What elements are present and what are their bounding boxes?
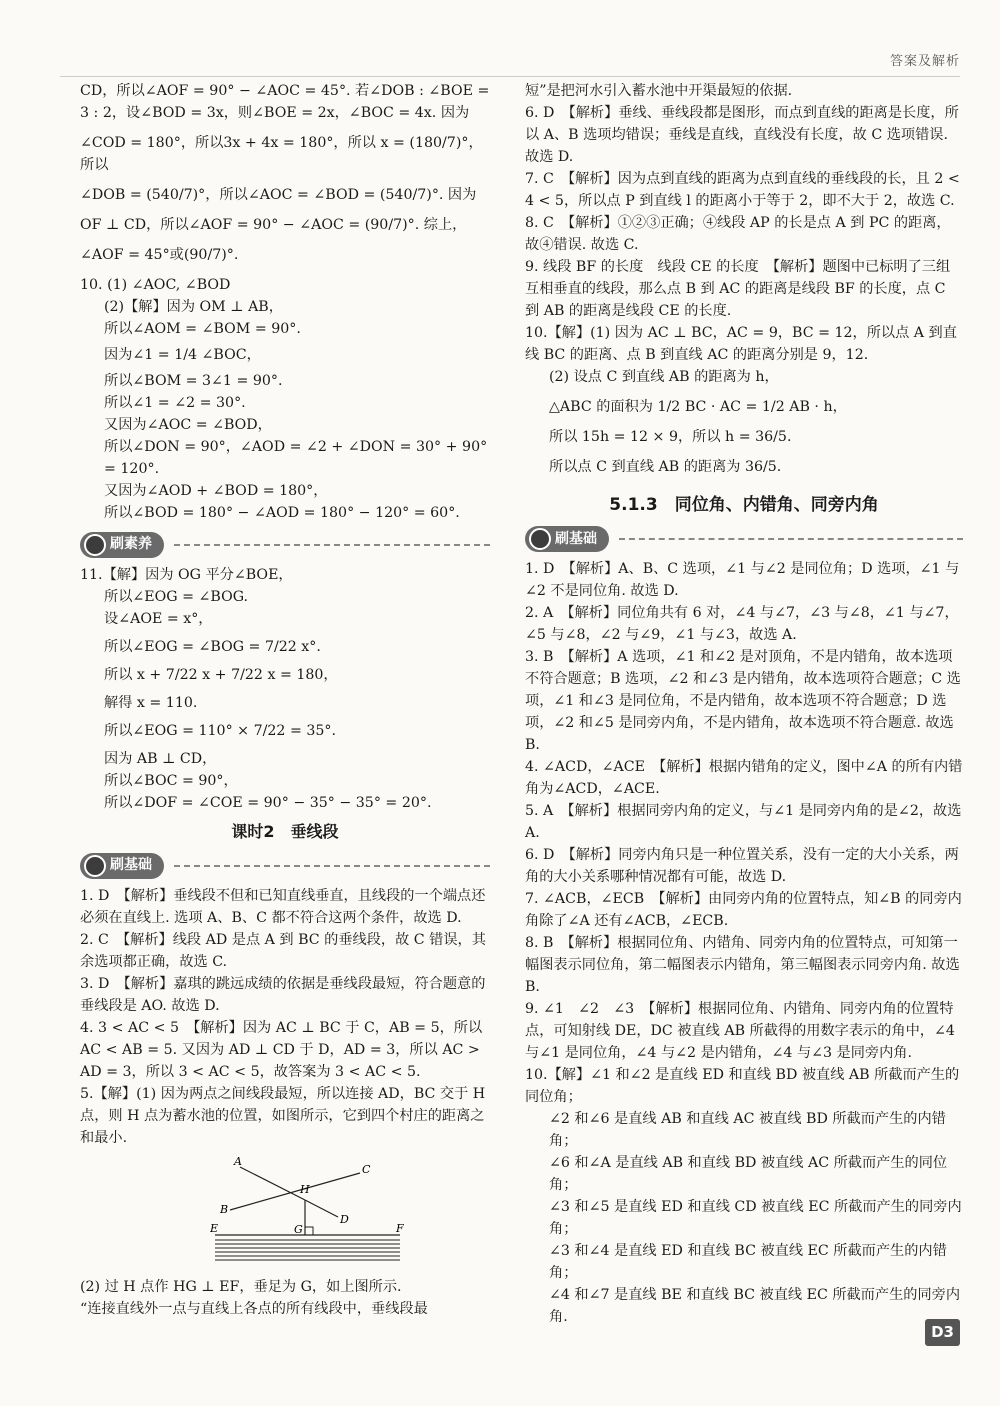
text-line: 又因为∠AOD + ∠BOD = 180°， <box>104 483 328 499</box>
text-line: 所以∠BOM = 3∠1 = 90°. <box>104 373 283 389</box>
section-label: 刷基础 <box>555 530 597 547</box>
text-line: 所以 x + 7/22 x + 7/22 x = 180， <box>104 667 338 683</box>
text-line: ∠DOB = (540/7)°，所以∠AOC = ∠BOD = (540/7)°. 因为 <box>80 187 477 203</box>
text-line: (2)【解】因为 OM ⊥ AB， <box>104 299 283 315</box>
text-line: 又因为∠AOC = ∠BOD， <box>104 417 272 433</box>
text-line: ∠3 和∠4 是直线 ED 和直线 BC 被直线 EC 所截而产生的内错角； <box>549 1243 947 1282</box>
answer-item: 8. C 【解析】①②③正确；④线段 AP 的长是点 A 到 PC 的距离，故④错误. 故选 C. <box>525 215 951 253</box>
text-line: 所以点 C 到直线 AB 的距离为 36/5. <box>549 459 782 475</box>
label-g: G <box>294 1222 303 1236</box>
answer-item: 7. ∠ACB，∠ECB 【解析】由同旁内角的位置特点，知∠B 的同旁内角除了∠A 还有∠ACB，∠ECB. <box>525 891 962 930</box>
text-line: 所以∠BOC = 90°， <box>104 773 238 789</box>
text-line: OF ⊥ CD，所以∠AOF = 90° − ∠AOC = (90/7)°. 综上， <box>80 217 467 233</box>
answer-10-head: 10.【解】(1) 因为 AC ⊥ BC，AC = 9，BC = 12，所以点 A 到直线 BC 的距离、点 B 到直线 AC 的距离分别是 9，12. <box>525 325 957 363</box>
page-header: 答案及解析 <box>889 54 960 69</box>
label-h: H <box>300 1182 310 1196</box>
answer-item: 6. D 【解析】垂线、垂线段都是图形，而点到直线的距离是长度，所以 A、B 选项均错误；垂线是直线，直线没有长度，故 C 选项错误. 故选 D. <box>525 105 959 165</box>
text-line: ∠4 和∠7 是直线 BE 和直线 BC 被直线 EC 所截而产生的同旁内角. <box>549 1287 961 1326</box>
right-column <box>525 80 963 1328</box>
text-line: ∠COD = 180°，所以3x + 4x = 180°，所以 x = (180/7)°，所以 <box>80 135 483 173</box>
text-line: 所以∠EOG = 110° × 7/22 = 35°. <box>104 723 336 739</box>
section-label: 刷基础 <box>110 856 152 873</box>
answer-10-head: 10. (1) ∠AOC, ∠BOD <box>80 277 231 293</box>
brush-icon <box>84 855 106 877</box>
text-line: 因为 AB ⊥ CD， <box>104 751 217 767</box>
answer-item: 3. B 【解析】A 选项，∠1 和∠2 是对顶角，不是内错角，故本选项不符合题意；B 选项，∠2 和∠3 是内错角，故本选项符合题意；C 选项，∠1 和∠3 是同位角，不是内错角，故本选项不符合题意；D 选项，∠2 和∠5 是同旁内角，不是内错角，故本选项不符合题意. 故选 B. <box>525 649 961 754</box>
dashed-rule <box>174 865 490 867</box>
answer-10-head: 10.【解】∠1 和∠2 是直线 ED 和直线 BD 被直线 AB 所截而产生的同位角； <box>525 1067 960 1106</box>
answer-item: 4. 3 < AC < 5 【解析】因为 AC ⊥ BC 于 C，AB = 5，所以 AC < AB = 5. 又因为 AD ⊥ CD 于 D，AD = 3，所以 AC > AD = 3，所以 3 < AC < 5，故答案为 3 < AC < 5. <box>80 1019 483 1080</box>
header-divider <box>60 76 960 77</box>
label-d: D <box>340 1212 349 1226</box>
text-line: 所以∠EOG = ∠BOG. <box>104 589 249 605</box>
answer-10b-body <box>525 1108 963 1328</box>
answer-9-continued <box>80 80 490 266</box>
answer-item: 7. C 【解析】因为点到直线的距离为点到直线的垂线段的长，且 2 < 4 < 5，所以点 P 到直线 l 的距离小于等于 2，即不大于 2，故选 C. <box>525 171 960 209</box>
answer-item: 4. ∠ACD，∠ACE 【解析】根据内错角的定义，图中∠A 的所有内错角为∠ACD，∠ACE. <box>525 759 963 798</box>
text-line: 所以∠BOD = 180° − ∠AOD = 180° − 120° = 60°. <box>104 505 460 521</box>
label-a: A <box>234 1154 242 1168</box>
text-line: 设∠AOE = x°， <box>104 611 213 627</box>
text-line: △ABC 的面积为 1/2 BC · AC = 1/2 AB · h， <box>549 399 847 415</box>
text-line: 所以 15h = 12 × 9，所以 h = 36/5. <box>549 429 792 445</box>
text-line: 3 : 2，设∠BOD = 3x，则∠BOE = 2x，∠BOC = 4x. 因为 <box>80 105 470 121</box>
section-badge-jichu <box>80 853 490 879</box>
answer-item: 2. C 【解析】线段 AD 是点 A 到 BC 的垂线段，故 C 错误，其余选项都正确，故选 C. <box>80 931 486 970</box>
dashed-rule <box>174 544 490 546</box>
text-line: (2) 过 H 点作 HG ⊥ EF，垂足为 G，如上图所示. <box>80 1278 402 1295</box>
answer-item: 3. D 【解析】嘉琪的跳远成绩的依据是垂线段最短，符合题意的垂线段是 AO. 故选 D. <box>80 975 486 1014</box>
label-b: B <box>220 1202 229 1216</box>
answer-item: 9. ∠1 ∠2 ∠3 【解析】根据同位角、内错角、同旁内角的位置特点，可知射线 DE，DC 被直线 AB 所截得的用数字表示的角中，∠4 与∠1 是同位角，∠4 与∠2 是内错角，∠4 与∠3 是同旁内角. <box>525 1001 955 1062</box>
dashed-rule <box>619 538 963 540</box>
text-line: 所以∠EOG = ∠BOG = 7/22 x°. <box>104 639 321 655</box>
brush-icon <box>529 528 551 550</box>
text-line: 所以∠DON = 90°，∠AOD = ∠2 + ∠DON = 30° + 90° = 120°. <box>104 439 488 477</box>
text-line: 短”是把河水引入蓄水池中开渠最短的依据. <box>525 83 793 99</box>
answer-item: 5. A 【解析】根据同旁内角的定义，与∠1 是同旁内角的是∠2，故选 A. <box>525 803 962 842</box>
answer-item: 6. D 【解析】同旁内角只是一种位置关系，没有一定的大小关系，两角的大小关系哪种情况都有可能，故选 D. <box>525 847 959 886</box>
text-line: ∠2 和∠6 是直线 AB 和直线 AC 被直线 BD 所截而产生的内错角； <box>549 1111 946 1150</box>
answer-10-body <box>525 366 963 478</box>
reservoir-figure <box>210 1155 410 1265</box>
text-line: 解得 x = 110. <box>104 695 198 711</box>
text-line: 所以∠DOF = ∠COE = 90° − 35° − 35° = 20°. <box>104 795 432 811</box>
text-line: 因为∠1 = 1/4 ∠BOC， <box>104 347 261 363</box>
text-line: “连接直线外一点与直线上各点的所有线段中，垂线段最 <box>80 1300 428 1317</box>
lesson-title: 课时2 垂线段 <box>231 822 339 841</box>
page-number: D3 <box>925 1319 960 1346</box>
section-badge-jichu <box>525 526 963 552</box>
label-e: E <box>210 1221 219 1235</box>
label-c: C <box>362 1162 371 1176</box>
text-line: ∠6 和∠A 是直线 AB 和直线 BD 被直线 AC 所截而产生的同位角； <box>549 1155 948 1194</box>
text-line: ∠3 和∠5 是直线 ED 和直线 CD 被直线 EC 所截而产生的同旁内角； <box>549 1199 962 1238</box>
label-f: F <box>396 1221 404 1235</box>
text-line: (2) 设点 C 到直线 AB 的距离为 h， <box>549 369 779 385</box>
brush-icon <box>84 534 106 556</box>
answer-11-head: 11.【解】因为 OG 平分∠BOE， <box>80 567 293 583</box>
answer-item: 9. 线段 BF 的长度 线段 CE 的长度 【解析】题图中已标明了三组互相垂直的线段，那么点 B 到 AC 的距离是线段 BF 的长度，点 C 到 AB 的距离是线段 CE 的长度. <box>525 259 951 319</box>
left-column <box>80 80 490 1320</box>
section-title: 5.1.3 同位角、内错角、同旁内角 <box>609 495 879 515</box>
answer-item: 2. A 【解析】同位角共有 6 对，∠4 与∠7，∠3 与∠8，∠1 与∠7，∠5 与∠8，∠2 与∠9，∠1 与∠3，故选 A. <box>525 605 959 644</box>
answer-10-body <box>80 296 490 524</box>
answer-item: 1. D 【解析】垂线段不但和已知直线垂直，且线段的一个端点还必须在直线上. 选项 A、B、C 都不符合这两个条件，故选 D. <box>80 887 486 926</box>
section-badge-suyang <box>80 532 490 558</box>
text-line: ∠AOF = 45°或(90/7)°. <box>80 247 239 263</box>
section-label: 刷素养 <box>110 536 152 553</box>
answer-11-body <box>80 586 490 814</box>
text-line: 所以∠AOM = ∠BOM = 90°. <box>104 321 301 337</box>
answer-item: 1. D 【解析】A、B、C 选项，∠1 与∠2 是同位角；D 选项，∠1 与∠2 不是同位角. 故选 D. <box>525 561 960 600</box>
text-line: 所以∠1 = ∠2 = 30°. <box>104 395 246 411</box>
text-line: CD，所以∠AOF = 90° − ∠AOC = 45°. 若∠DOB : ∠BOE = <box>80 83 490 99</box>
answer-item: 5.【解】(1) 因为两点之间线段最短，所以连接 AD，BC 交于 H 点，则 H 点为蓄水池的位置，如图所示，它到四个村庄的距离之和最小. <box>80 1085 486 1146</box>
answer-item: 8. B 【解析】根据同位角、内错角、同旁内角的位置特点，可知第一幅图表示同位角，第二幅图表示内错角，第三幅图表示同旁内角. 故选 B. <box>525 935 960 996</box>
